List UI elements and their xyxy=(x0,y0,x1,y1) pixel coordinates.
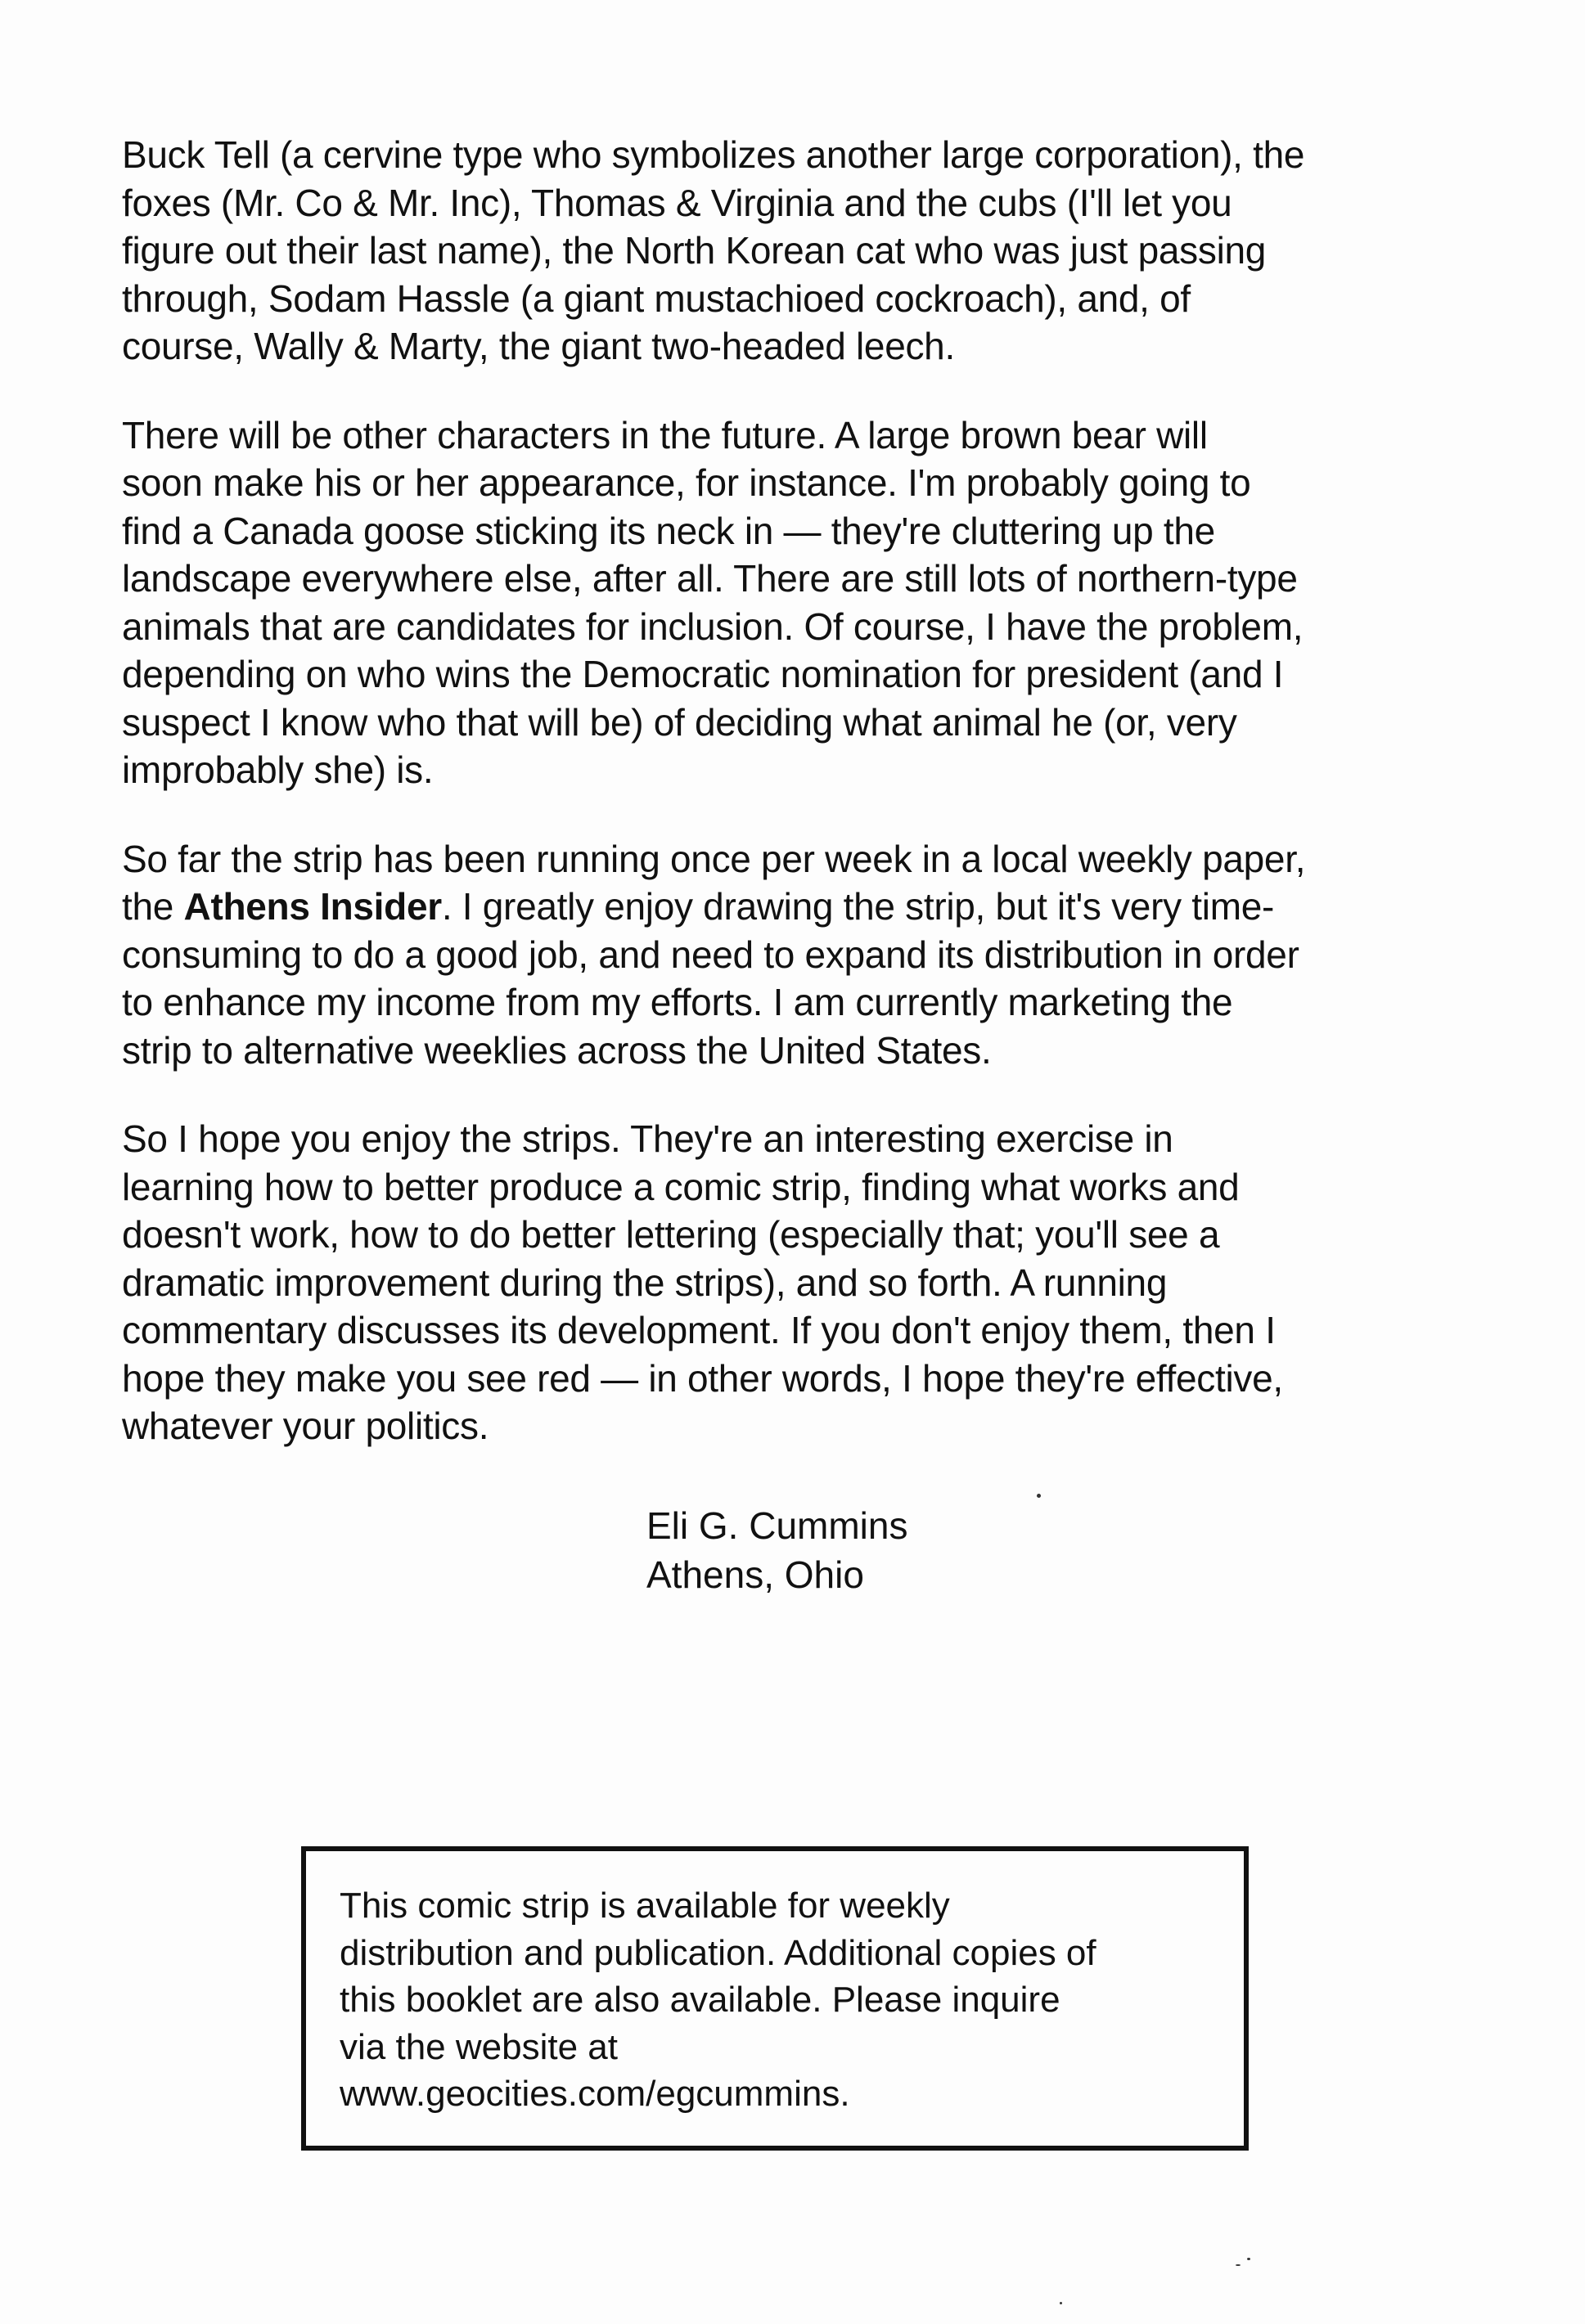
scan-speck xyxy=(1247,2258,1250,2260)
signature-block xyxy=(646,1501,907,1599)
availability-notice-text: This comic strip is available for weekly distribution and publication. Additional copies of this booklet are also available. Please inquire via the website at www.geocities.com/egcummins. xyxy=(340,1886,1096,2114)
paragraph-future-characters: There will be other characters in the future. A large brown bear will soon make his or her appearance, for instance. I'm probably going to find a Canada goose sticking its neck in — they're cluttering up the landscape everywhere else, after all. There are still lots of northern-type animals that are candidates for inclusion. Of course, I have the problem, depending on who wins the Democratic nomination for president (and I suspect I know who that will be) of deciding what animal he (or, very improbably she) is. xyxy=(122,413,1304,791)
author-name: Eli G. Cummins xyxy=(646,1504,908,1547)
paragraph-publication xyxy=(122,835,1448,1075)
document-body xyxy=(122,131,1448,1491)
paragraph-closing: So I hope you enjoy the strips. They're an interesting exercise in learning how to better produce a comic strip, finding what works and doesn't work, how to do better lettering (especially that; you'll see a dramatic improvement during the strips), and so forth. A running commentary discusses its development. If you don't enjoy them, then I hope they make you see red — in other words, I hope they're effective, whatever your politics. xyxy=(122,1117,1283,1447)
paragraph-publication-after: . I greatly enjoy drawing the strip, but it's very time- consuming to do a good job, and need to expand its distribution in order to enhance my income from my efforts. I am currently marketing the strip to alternative weeklies across the United States. xyxy=(122,885,1299,1072)
author-location: Athens, Ohio xyxy=(646,1553,864,1596)
newspaper-name: Athens Insider xyxy=(183,885,442,928)
scan-speck xyxy=(1060,2302,1062,2304)
paragraph-publication-before: So far the strip has been running once per week in a local weekly paper, the xyxy=(122,837,1306,928)
paragraph-characters: Buck Tell (a cervine type who symbolizes another large corporation), the foxes (Mr. Co & Mr. Inc), Thomas & Virginia and the cubs (I'll let you figure out their last name), the North Korean cat who was just passing through, Sodam Hassle (a giant mustachioed cockroach), and, of course, Wally & Marty, the giant two-headed leech. xyxy=(122,133,1305,367)
scan-speck xyxy=(1037,1494,1041,1498)
availability-notice-box xyxy=(301,1846,1249,2151)
scan-speck xyxy=(1236,2264,1241,2266)
